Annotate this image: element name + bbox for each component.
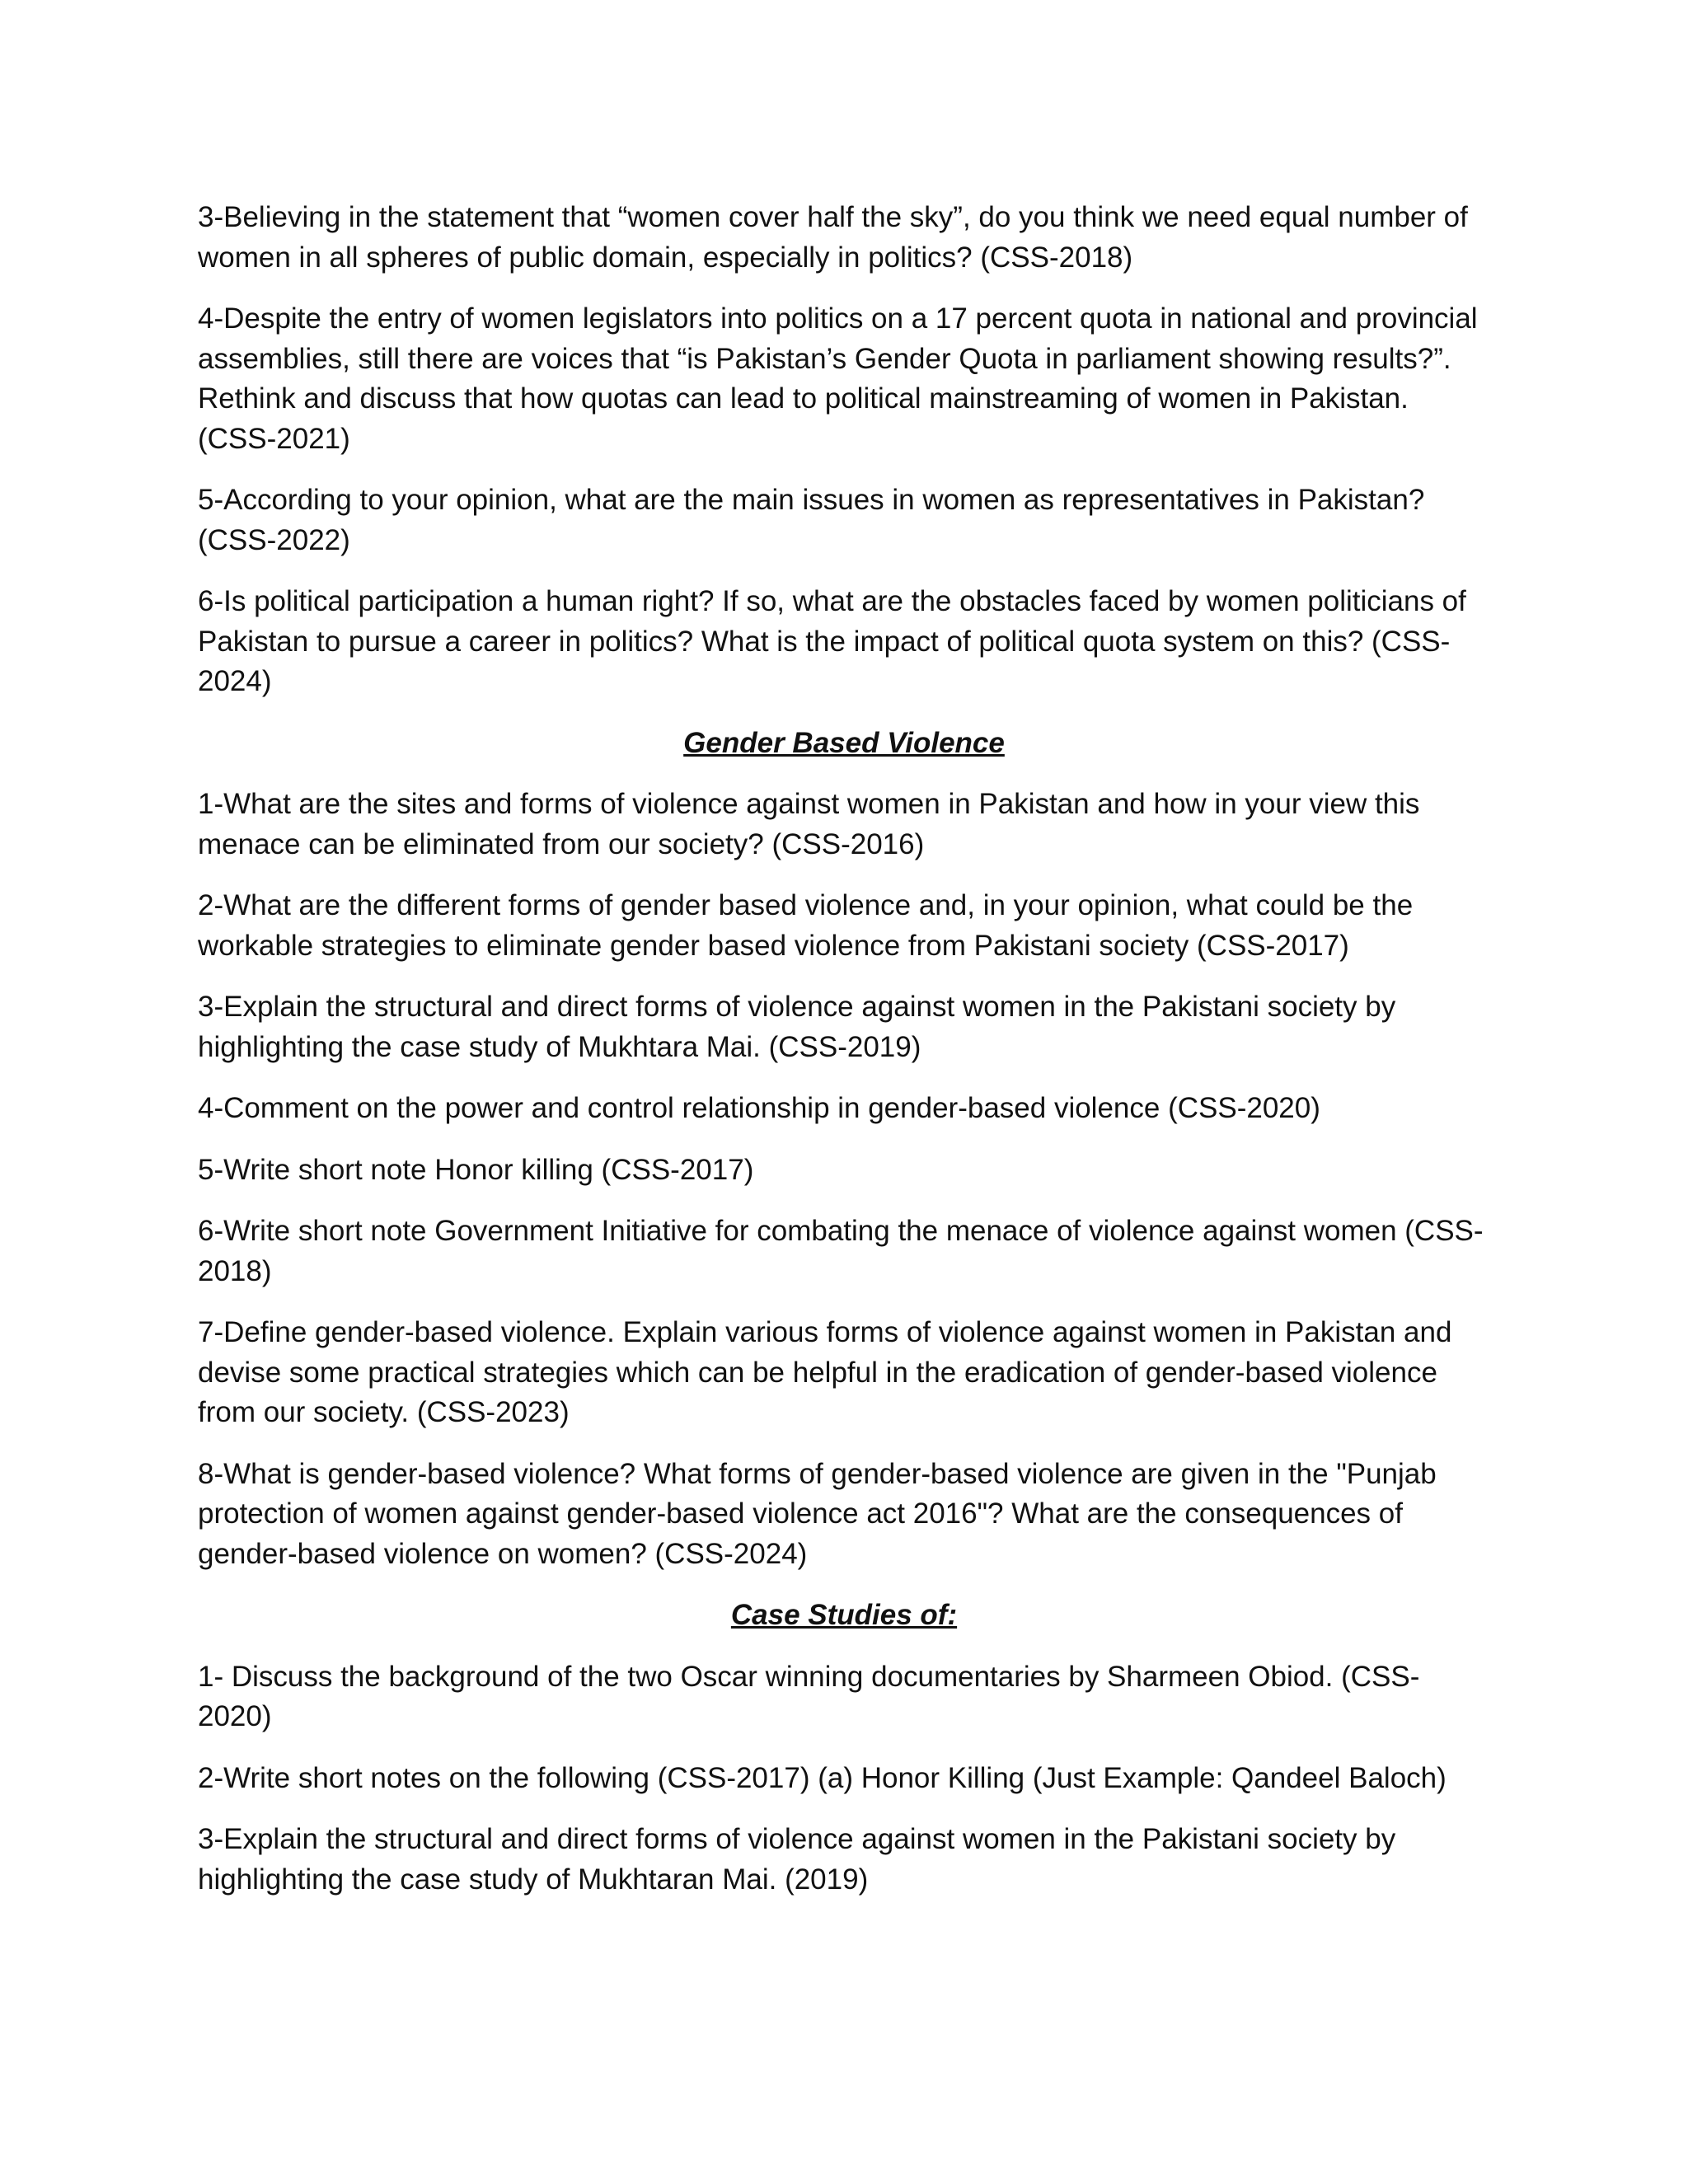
question-politics-6: 6-Is political participation a human right? If so, what are the obstacles faced by women politicians of Pakistan to pursue a career in politics? What is the impact of political quota system on this? (CSS-2024) xyxy=(198,585,1466,697)
question-case-study-2: 2-Write short notes on the following (CSS-2017) (a) Honor Killing (Just Example: Qandeel Baloch) xyxy=(198,1761,1447,1794)
question-case-study-1: 1- Discuss the background of the two Oscar winning documentaries by Sharmeen Obiod. (CSS-2020) xyxy=(198,1660,1420,1732)
question-case-study-3: 3-Explain the structural and direct forms of violence against women in the Pakistani society by highlighting the case study of Mukhtaran Mai. (2019) xyxy=(198,1823,1396,1896)
question-politics-3: 3-Believing in the statement that “women cover half the sky”, do you think we need equal number of women in all spheres of public domain, especially in politics? (CSS-2018) xyxy=(198,201,1468,274)
question-violence-6: 6-Write short note Government Initiative for combating the menace of violence against women (CSS-2018) xyxy=(198,1215,1484,1287)
section-heading-case-studies: Case Studies of: xyxy=(730,1599,958,1631)
question-violence-8: 8-What is gender-based violence? What forms of gender-based violence are given in the "Punjab protection of women against gender-based violence act 2016"? What are the consequences of gender-based violence on women? (CSS-2024) xyxy=(198,1457,1437,1570)
question-violence-1: 1-What are the sites and forms of violence against women in Pakistan and how in your view this menace can be eliminated from our society? (CSS-2016) xyxy=(198,788,1420,860)
question-politics-5: 5-According to your opinion, what are the main issues in women as representatives in Pakistan? (CSS-2022) xyxy=(198,484,1425,556)
question-violence-3: 3-Explain the structural and direct forms of violence against women in the Pakistani society by highlighting the case study of Mukhtara Mai. (CSS-2019) xyxy=(198,991,1396,1063)
document-body xyxy=(198,198,1490,1921)
section-heading-gender-based-violence: Gender Based Violence xyxy=(683,726,1005,759)
question-violence-2: 2-What are the different forms of gender based violence and, in your opinion, what could be the workable strategies to eliminate gender based violence from Pakistani society (CSS-2017) xyxy=(198,889,1414,962)
question-violence-5: 5-Write short note Honor killing (CSS-2017) xyxy=(198,1153,754,1186)
question-violence-4: 4-Comment on the power and control relationship in gender-based violence (CSS-2020) xyxy=(198,1092,1320,1124)
question-violence-7: 7-Define gender-based violence. Explain various forms of violence against women in Pakistan and devise some practical strategies which can be helpful in the eradication of gender-based violence from our society. (CSS-2023) xyxy=(198,1316,1452,1428)
question-politics-4: 4-Despite the entry of women legislators into politics on a 17 percent quota in national and provincial assemblies, still there are voices that “is Pakistan’s Gender Quota in parliament showing results?”. Rethink and discuss that how quotas can lead to political mainstreaming of women in Pakistan. (CSS-2021) xyxy=(198,302,1478,455)
